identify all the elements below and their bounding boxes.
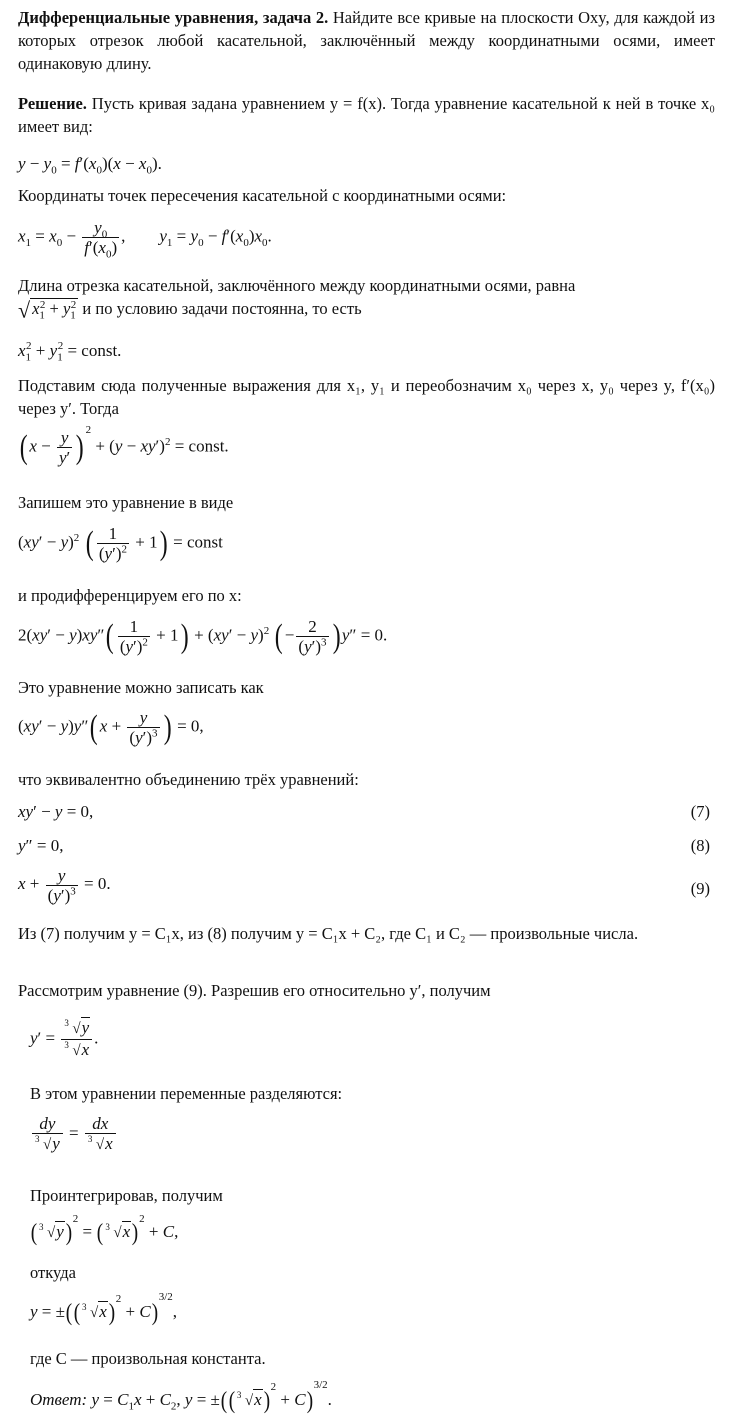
problem-title: Дифференциальные уравнения, задача 2.	[18, 8, 329, 27]
solution-p13: откуда	[30, 1263, 76, 1282]
equation-9: x + $\frac{y}{(y')^3}$ = 0. (9)	[18, 866, 710, 905]
solution-p3-text: Длина отрезка касательной, заключённого между координатными осями, равна	[18, 276, 576, 295]
formula-general-solution: y = ±(( 3 √x)$^2$ + C)$^{3/2}$,	[30, 1291, 177, 1327]
solution-p3	[18, 274, 715, 322]
solution-p12: Проинтегрировав, получим	[30, 1186, 223, 1205]
equation-7: xy′ − y = 0, (7)	[18, 802, 710, 821]
formula-differentiated: 2(xy′ − y)xy″( $\frac{1}{(y')^2}$ + $1) + (xy' - y)^2$ (− $\frac{2}{(y')^3}$ )y″ = 0.	[18, 617, 388, 656]
solution-p6: и продифференцируем его по x:	[18, 586, 242, 605]
formula-tangent: $y - y_0 = f'(x_0)(x - x_0)$.	[18, 154, 162, 177]
solution-p7: Это уравнение можно записать как	[18, 678, 264, 697]
equation-8: y″ = 0, (8)	[18, 836, 710, 855]
const-word-2: const	[188, 436, 225, 456]
solution-intro	[18, 92, 715, 138]
solution-p3b-text: и по условию задачи постоянна, то есть	[82, 299, 362, 318]
solution-p8: что эквивалентно объединению трёх уравнений:	[18, 770, 359, 789]
formula-intercepts: $x_1 = x_0$ − $\frac{y_0}{f'(x_0)}$ , $y_1 = y_0 - f'(x_0)x_0$.	[18, 218, 272, 261]
formula-yprime: y′ = 3 √y 3 √x .	[30, 1018, 99, 1059]
problem-text: Найдите все кривые на плоскости Oxy, для каждой из которых отрезок любой касательной, заключённый между координатными осями, имеет одинаковую длину.	[18, 8, 716, 73]
solution-p4: Подставим сюда полученные выражения для x₁, y₁ и переобозначим x₀ через x, y₀ через y, f′(x₀) через y′. Тогда	[18, 376, 715, 418]
const-word-3: const	[187, 532, 223, 552]
formula-factored: (xy′ − y)y″(x + $\frac{y}{(y')^3}$ ) = 0,	[18, 708, 204, 747]
eq-number-9: (9)	[690, 879, 710, 898]
formula-separated: dy 3 √y = dx 3 √x	[30, 1114, 715, 1155]
formula-substituted: (x − $\frac{y}{y'}$ ) $^2 + (y - xy')^2$ = const.	[19, 423, 229, 467]
answer-label: Ответ:	[30, 1390, 88, 1409]
solution-p11: В этом уравнении переменные разделяются:	[30, 1084, 343, 1103]
solution-p14: где C — произвольная константа.	[30, 1349, 266, 1368]
eq-number-8: (8)	[690, 836, 710, 855]
formula-const: $x_1^2 + y_1^2$ = const.	[18, 340, 122, 364]
const-word-1: const	[81, 341, 118, 360]
problem-statement	[18, 6, 715, 75]
formula-rewritten: $(xy' - y)^2$ ( $\frac{1}{(y')^2}$ + 1) = const	[18, 524, 223, 563]
solution-p5: Запишем это уравнение в виде	[18, 493, 234, 512]
sqrt-length: √ $x_1^2 + y_1^2$	[18, 297, 77, 323]
solution-p10: Рассмотрим уравнение (9). Разрешив его относительно y′, получим	[18, 981, 491, 1000]
formula-integrated: ( 3 √y)$^2$ = ( 3 √x)$^2$ + C,	[30, 1213, 179, 1247]
eq-number-7: (7)	[690, 802, 710, 821]
solution-p2: Координаты точек пересечения касательной с координатными осями:	[18, 186, 507, 205]
solution-p1: Пусть кривая задана уравнением y = f(x). Тогда уравнение касательной к ней в точке x₀ имеет вид:	[18, 94, 716, 136]
solution-p9: Из (7) получим y = C₁x, из (8) получим y = C₁x + C₂, где C₁ и C₂ — произвольные числа.	[18, 924, 639, 943]
solution-label: Решение.	[18, 94, 87, 113]
answer-line: Ответ: $y = C_1x + C_2$, y = ±(( 3 √x)$^2$ + C)$^{3/2}$.	[30, 1379, 332, 1415]
